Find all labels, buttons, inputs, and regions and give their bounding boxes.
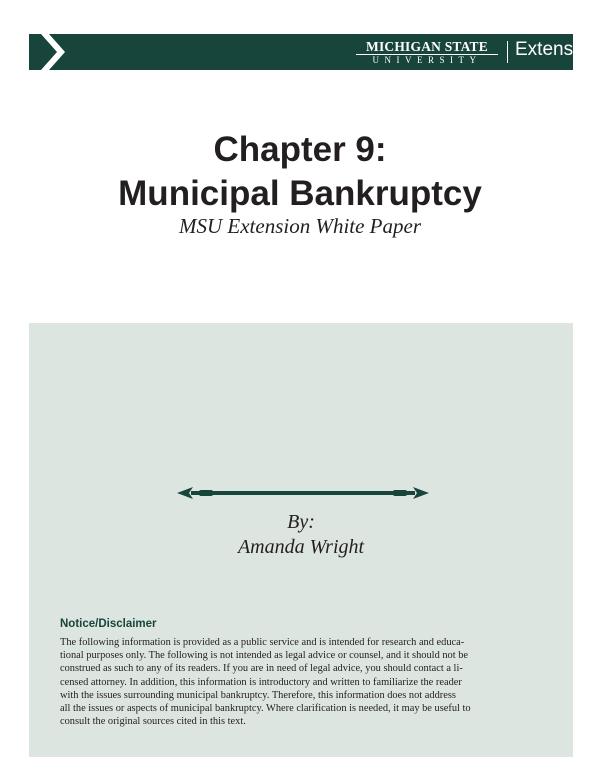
notice-heading: Notice/Disclaimer — [60, 618, 157, 630]
page-subtitle: MSU Extension White Paper — [178, 214, 422, 238]
extension-label: Extension — [515, 39, 599, 60]
chevron-right-icon — [31, 34, 71, 70]
title-line-1: Chapter 9: — [213, 130, 387, 169]
notice-line: all the issues or aspects of municipal bankruptcy. Where clarification is needed, it may be useful to — [60, 703, 471, 715]
notice-line: consult the original sources cited in this text. — [60, 716, 246, 728]
content-panel — [29, 323, 573, 757]
author-name: Amanda Wright — [237, 536, 365, 558]
notice-line: with the issues surrounding municipal bankruptcy. Therefore, this information does not address — [60, 689, 456, 701]
notice-line: censed attorney. In addition, this information is introductory and written to familiarize the reader — [60, 676, 462, 688]
arrow-divider-icon — [177, 484, 429, 502]
notice-line: The following information is provided as a public service and is intended for research and educa- — [60, 637, 465, 648]
logo-separator — [507, 41, 508, 63]
byline-label: By: — [287, 511, 315, 533]
notice-body — [60, 636, 542, 728]
notice-line: construed as such to any of its readers. If you are in need of legal advice, you should contact a li- — [60, 663, 463, 675]
logo-university: UNIVERSITY — [372, 55, 482, 65]
title-line-2: Municipal Bankruptcy — [118, 174, 482, 213]
logo-wordmark: MICHIGAN STATE — [366, 39, 488, 54]
notice-line: tional purposes only. The following is not intended as legal advice or counsel, and it should not be — [60, 650, 469, 662]
page-title — [0, 128, 600, 216]
msu-logo — [356, 39, 498, 67]
header-banner — [29, 34, 599, 70]
